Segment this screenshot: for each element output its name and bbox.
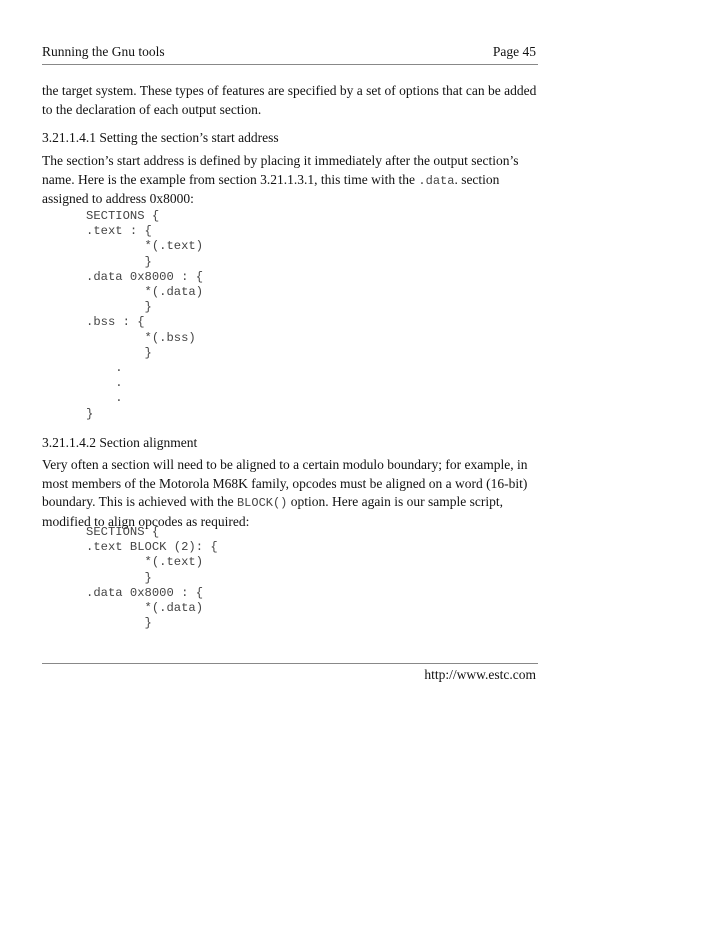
code-block-start-address: SECTIONS { .text : { *(.text) } .data 0x8000 : { *(.data) } .bss : { *(.bss) } . . . }: [86, 209, 204, 421]
start-address-paragraph: [42, 152, 538, 209]
alignment-text-a: Very often a section will need to be aligned to a certain modulo boundary; for example, in most members of the Motorola M68K family, opcodes must be aligned on a word (16-bit) boundary. This is achieved with the: [42, 457, 528, 509]
start-address-text-b: . section assigned to address 0x8000:: [42, 171, 500, 206]
footer-url[interactable]: http://www.estc.com: [424, 667, 536, 682]
section-heading-alignment: 3.21.1.4.2 Section alignment: [42, 435, 198, 450]
inline-code-data: .data: [418, 173, 455, 188]
intro-paragraph: the target system. These types of features are specified by a set of options that can be added to the declaration of each output section.: [42, 83, 537, 117]
page-header: [42, 44, 538, 65]
alignment-paragraph: [42, 456, 538, 531]
inline-code-block: BLOCK(): [236, 496, 288, 510]
start-address-text-a: The section’s start address is defined by placing it immediately after the output section’s name. Here is the example from section 3.21.1.3.1, this time with the: [42, 153, 519, 187]
document-title: Running the Gnu tools: [42, 44, 165, 59]
page-footer: [42, 663, 538, 684]
page-number: Page 45: [492, 44, 536, 59]
code-block-alignment: SECTIONS { .text BLOCK (2): { *(.text) } .data 0x8000 : { *(.data) }: [86, 525, 218, 631]
alignment-text-b: option. Here again is our sample script, modified to align opcodes as required:: [42, 494, 503, 529]
section-heading-start-address: 3.21.1.4.1 Setting the section’s start address: [42, 130, 279, 145]
